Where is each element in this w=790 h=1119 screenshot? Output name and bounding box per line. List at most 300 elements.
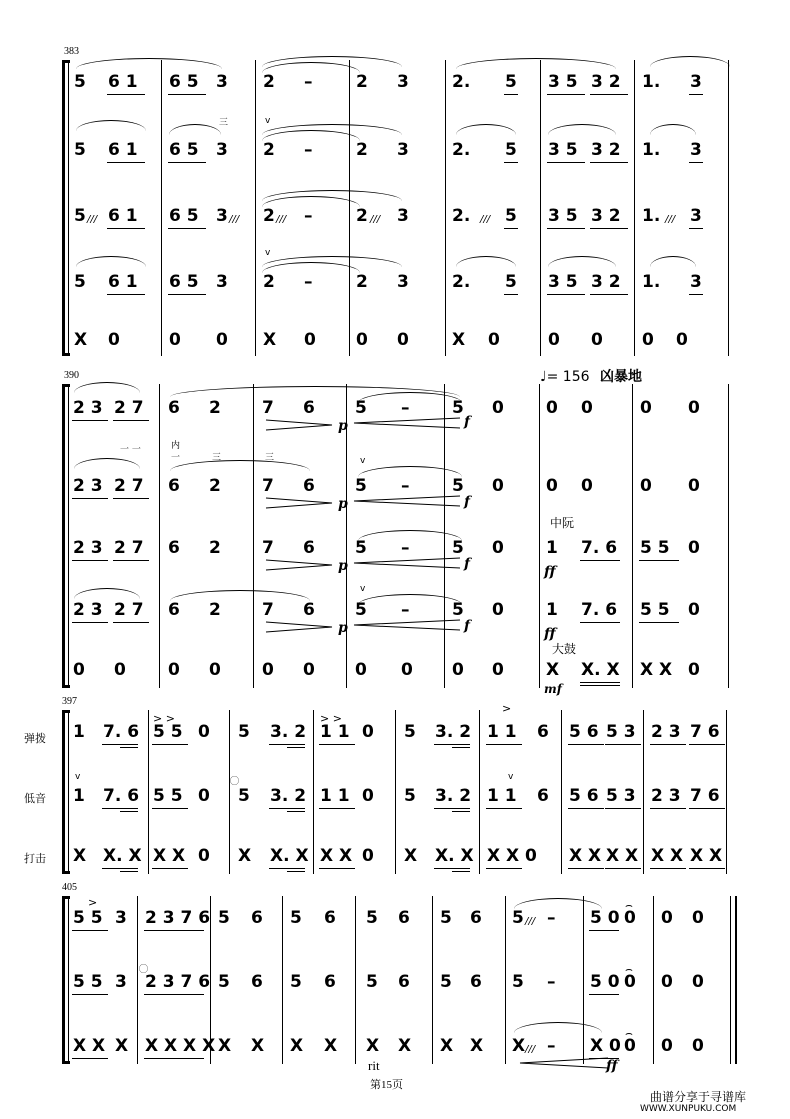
note: 7 xyxy=(262,600,274,620)
underline xyxy=(650,868,686,869)
note: 0 xyxy=(216,330,228,350)
tremolo-mark: /// xyxy=(87,214,98,225)
underline xyxy=(287,811,305,812)
note: 5 xyxy=(238,786,250,806)
note: 0 xyxy=(492,600,504,620)
underline xyxy=(72,498,108,499)
note: X xyxy=(546,660,560,680)
note: 5 xyxy=(366,908,378,928)
note: 1 xyxy=(73,722,85,742)
note: 5 xyxy=(505,272,517,292)
accent-mark: > xyxy=(502,702,512,715)
note: 2 3 xyxy=(73,398,103,418)
note: X. X xyxy=(435,846,474,866)
page-number: 第15页 xyxy=(370,1079,403,1091)
underline xyxy=(319,868,355,869)
hairpin xyxy=(266,418,336,432)
underline xyxy=(144,1058,204,1059)
note: 6 xyxy=(470,908,482,928)
note: 2 xyxy=(263,140,275,160)
note: 5 6 xyxy=(569,786,599,806)
note: 2 xyxy=(209,538,221,558)
note: 6 xyxy=(251,972,263,992)
note: 7 xyxy=(262,538,274,558)
note: X xyxy=(263,330,277,350)
staff-row-percussion xyxy=(0,1036,790,1060)
note: 6 1 xyxy=(108,72,138,92)
underline xyxy=(269,868,305,869)
note: 5 xyxy=(355,538,367,558)
note: 1 xyxy=(546,600,558,620)
underline xyxy=(504,228,518,229)
note: – xyxy=(547,908,556,928)
underline xyxy=(504,294,518,295)
note: 3 xyxy=(216,72,228,92)
note: 3 xyxy=(115,972,127,992)
underline xyxy=(580,682,620,683)
note: 0 xyxy=(169,330,181,350)
note: 0 xyxy=(581,398,593,418)
dynamic-p: p xyxy=(338,558,348,574)
note: 0 xyxy=(581,476,593,496)
note: – xyxy=(304,140,313,160)
note: X xyxy=(74,330,88,350)
note: 0 xyxy=(73,660,85,680)
fingering-mark: 三 xyxy=(212,453,222,463)
note: 1 1 xyxy=(487,786,517,806)
note: 6 xyxy=(303,398,315,418)
underline xyxy=(689,162,703,163)
note: 0 xyxy=(688,398,700,418)
note: 0 xyxy=(304,330,316,350)
note: 1. xyxy=(642,140,661,160)
note: X X xyxy=(73,1036,106,1056)
slur xyxy=(74,588,140,599)
note: 3 xyxy=(690,140,702,160)
underline xyxy=(152,808,188,809)
note: 5 5 xyxy=(640,600,670,620)
note: 5 6 xyxy=(569,722,599,742)
tremolo-mark: /// xyxy=(276,214,287,225)
note: 3 5 xyxy=(548,272,578,292)
note: 2. xyxy=(452,72,471,92)
note: 5 xyxy=(218,908,230,928)
note: X X X X xyxy=(145,1036,216,1056)
underline xyxy=(152,744,188,745)
note: X. X xyxy=(581,660,620,680)
dynamic-p: p xyxy=(338,620,348,636)
underline xyxy=(486,868,522,869)
note: 7 xyxy=(262,476,274,496)
underline xyxy=(72,930,108,931)
note: 1. xyxy=(642,272,661,292)
note: 2. xyxy=(452,140,471,160)
note: 3 xyxy=(397,140,409,160)
note: 3 5 xyxy=(548,140,578,160)
technique-label: 内 xyxy=(171,441,181,451)
note: 6 5 xyxy=(169,72,199,92)
underline xyxy=(689,228,703,229)
note: 6 5 xyxy=(169,272,199,292)
note: 3 xyxy=(690,72,702,92)
slur xyxy=(548,256,616,267)
note: 3 xyxy=(216,206,228,226)
note: 6 xyxy=(251,908,263,928)
note: X xyxy=(73,846,87,866)
note: 6 1 xyxy=(108,272,138,292)
note: 6 xyxy=(324,908,336,928)
underline xyxy=(590,94,628,95)
note: 0 xyxy=(209,660,221,680)
underline xyxy=(102,744,138,745)
underline xyxy=(689,744,725,745)
note: 0 xyxy=(303,660,315,680)
note: X X xyxy=(153,846,186,866)
staff-row-percussion xyxy=(0,846,790,870)
note: 0 xyxy=(198,722,210,742)
hairpin xyxy=(352,416,462,430)
underline xyxy=(589,930,619,931)
note: 0 xyxy=(688,600,700,620)
note: 3. 2 xyxy=(270,722,307,742)
underline xyxy=(113,420,149,421)
note: 7. 6 xyxy=(103,786,140,806)
underline xyxy=(434,868,470,869)
underline xyxy=(590,294,628,295)
instrument-label: 中阮 xyxy=(550,516,575,530)
note: 1 1 xyxy=(320,786,350,806)
note: 5 xyxy=(404,786,416,806)
underline xyxy=(120,811,138,812)
underline xyxy=(639,560,679,561)
bow-mark: v xyxy=(75,772,81,782)
staff-row-4 xyxy=(0,272,790,296)
measure-number: 397 xyxy=(62,696,77,707)
note: 2. xyxy=(452,206,471,226)
tremolo-mark: /// xyxy=(229,214,240,225)
note: 0 xyxy=(198,786,210,806)
note: 0 xyxy=(198,846,210,866)
underline xyxy=(452,811,470,812)
underline xyxy=(107,294,145,295)
note: 6 1 xyxy=(108,140,138,160)
note: 2 3 xyxy=(651,786,681,806)
underline xyxy=(504,162,518,163)
underline xyxy=(144,994,204,995)
barline xyxy=(159,384,160,688)
bow-mark: v xyxy=(265,248,271,258)
slur xyxy=(76,256,146,267)
note: 0 xyxy=(546,398,558,418)
note: X xyxy=(324,1036,338,1056)
accent-mark: > > xyxy=(153,712,175,725)
underline xyxy=(547,94,585,95)
note: 0 xyxy=(661,1036,673,1056)
note: 5 xyxy=(74,206,86,226)
slur xyxy=(456,58,616,69)
underline xyxy=(72,1058,108,1059)
note: X X xyxy=(640,660,673,680)
note: X xyxy=(404,846,418,866)
note: – xyxy=(547,972,556,992)
note: 2. xyxy=(452,272,471,292)
note: 0 xyxy=(492,476,504,496)
accent-mark: > > xyxy=(320,712,342,725)
underline xyxy=(590,228,628,229)
note: – xyxy=(401,476,410,496)
hairpin xyxy=(352,618,462,632)
note: 5 xyxy=(218,972,230,992)
note: 1 xyxy=(546,538,558,558)
underline xyxy=(486,808,522,809)
underline xyxy=(452,747,470,748)
underline xyxy=(605,808,641,809)
note: 5 xyxy=(505,206,517,226)
note: 0 xyxy=(688,538,700,558)
note: 2 xyxy=(209,398,221,418)
dynamic-ff: ff xyxy=(544,626,556,642)
note: – xyxy=(547,1036,556,1056)
note: 3. 2 xyxy=(435,722,472,742)
note: 5 5 xyxy=(73,908,103,928)
underline xyxy=(434,744,470,745)
note: X xyxy=(512,1036,526,1056)
dynamic-f: f xyxy=(464,494,471,510)
underline xyxy=(72,560,108,561)
note: 5 5 xyxy=(640,538,670,558)
note: 0 xyxy=(108,330,120,350)
note: 0 xyxy=(676,330,688,350)
bow-mark: v xyxy=(508,772,514,782)
note: 5 0 xyxy=(590,908,620,928)
note: 5 xyxy=(505,72,517,92)
note: X X xyxy=(651,846,684,866)
note: 6 xyxy=(168,600,180,620)
note: 1. xyxy=(642,72,661,92)
note: 0 xyxy=(401,660,413,680)
hairpin xyxy=(266,496,336,510)
underline xyxy=(434,808,470,809)
underline xyxy=(452,871,470,872)
note: 1. xyxy=(642,206,661,226)
note: – xyxy=(304,72,313,92)
note: 6 xyxy=(537,722,549,742)
note: 0 xyxy=(640,476,652,496)
note: 0 xyxy=(492,398,504,418)
note: 2 3 xyxy=(73,538,103,558)
fingering-mark: 三 xyxy=(219,118,229,128)
note: 3 xyxy=(216,140,228,160)
bow-mark: v xyxy=(360,584,366,594)
note: 5 xyxy=(355,398,367,418)
underline xyxy=(168,228,206,229)
underline xyxy=(547,294,585,295)
note: X X xyxy=(606,846,639,866)
note: 0 xyxy=(397,330,409,350)
note: 2 xyxy=(263,206,275,226)
note: X xyxy=(366,1036,380,1056)
staff-row-percussion xyxy=(0,330,790,354)
note: 3. 2 xyxy=(435,786,472,806)
rit-marking: rit xyxy=(368,1058,380,1073)
underline xyxy=(107,162,145,163)
note: 6 xyxy=(168,398,180,418)
note: 6 xyxy=(168,538,180,558)
note: X xyxy=(452,330,466,350)
note: 3 5 xyxy=(548,72,578,92)
note: 5 xyxy=(366,972,378,992)
slur xyxy=(169,124,221,135)
dynamic-f: f xyxy=(464,556,471,572)
hairpin xyxy=(352,494,462,508)
note: 6 5 xyxy=(169,140,199,160)
underline xyxy=(568,808,604,809)
slur xyxy=(170,460,310,471)
measure-number: 405 xyxy=(62,882,77,893)
underline xyxy=(72,420,108,421)
barline xyxy=(253,384,254,688)
bow-mark: v xyxy=(360,456,366,466)
tempo-marking: ♩= 156 凶暴地 xyxy=(540,369,642,385)
note: 3 xyxy=(397,272,409,292)
note: X X xyxy=(487,846,520,866)
note: 0 xyxy=(692,1036,704,1056)
note: 0 xyxy=(525,846,537,866)
note: 3 xyxy=(115,908,127,928)
note: – xyxy=(401,398,410,418)
note: 5 xyxy=(452,538,464,558)
note: 3 xyxy=(690,272,702,292)
underline xyxy=(102,868,138,869)
note: 2 7 xyxy=(114,600,144,620)
fingering-mark: 一 一 xyxy=(120,445,141,455)
note: 0 xyxy=(362,786,374,806)
note: 6 1 xyxy=(108,206,138,226)
note: 5 xyxy=(512,908,524,928)
note: X. X xyxy=(103,846,142,866)
note: 5 xyxy=(452,398,464,418)
note: 6 xyxy=(303,538,315,558)
note: X. X xyxy=(270,846,309,866)
underline xyxy=(580,622,620,623)
underline xyxy=(168,94,206,95)
note: 5 xyxy=(512,972,524,992)
part-label: 打击 xyxy=(24,852,46,865)
watermark-site: WWW.XUNPUKU.COM xyxy=(640,1104,737,1114)
note: 5 5 xyxy=(73,972,103,992)
note: 6 5 xyxy=(169,206,199,226)
underline xyxy=(168,294,206,295)
underline xyxy=(504,94,518,95)
note: 6 xyxy=(398,972,410,992)
staff-row-3 xyxy=(0,206,790,230)
underline xyxy=(689,294,703,295)
underline xyxy=(580,560,620,561)
underline xyxy=(605,744,641,745)
underline xyxy=(269,808,305,809)
note: X xyxy=(398,1036,412,1056)
note: 7 6 xyxy=(690,722,720,742)
underline xyxy=(102,808,138,809)
note: – xyxy=(304,206,313,226)
note: 1 1 xyxy=(487,722,517,742)
note: 2 7 xyxy=(114,398,144,418)
note: 3 2 xyxy=(591,72,621,92)
dynamic-p: p xyxy=(338,418,348,434)
hairpin xyxy=(266,558,336,572)
instrument-label: 大鼓 xyxy=(552,642,577,656)
tremolo-mark: /// xyxy=(525,916,536,927)
underline xyxy=(113,498,149,499)
underline xyxy=(72,622,108,623)
note: 6 xyxy=(168,476,180,496)
note: 2 xyxy=(263,272,275,292)
hairpin xyxy=(266,620,336,634)
tempo-value: = 156 xyxy=(546,369,590,385)
note: 3 xyxy=(397,72,409,92)
underline xyxy=(107,94,145,95)
note: 5 xyxy=(452,476,464,496)
underline xyxy=(120,871,138,872)
note: 5 xyxy=(238,722,250,742)
underline xyxy=(107,228,145,229)
note: 5 xyxy=(440,972,452,992)
staff-row-1 xyxy=(0,908,790,932)
note: 6 xyxy=(470,972,482,992)
underline xyxy=(689,94,703,95)
underline xyxy=(689,808,725,809)
expression-text: 凶暴地 xyxy=(599,369,642,385)
hairpin xyxy=(352,556,462,570)
note: 3 xyxy=(397,206,409,226)
note: 7. 6 xyxy=(581,600,618,620)
note: 3 2 xyxy=(591,206,621,226)
underline xyxy=(152,868,188,869)
note: 0 xyxy=(114,660,126,680)
underline xyxy=(568,868,604,869)
note: 5 xyxy=(290,972,302,992)
note: 2 xyxy=(356,72,368,92)
fermata-icon: ⌢ xyxy=(625,898,633,912)
measure-number: 383 xyxy=(64,46,79,57)
note: 3 5 xyxy=(548,206,578,226)
note: 2 xyxy=(356,140,368,160)
note: 5 xyxy=(74,272,86,292)
note: X X xyxy=(569,846,602,866)
note: 0 xyxy=(546,476,558,496)
underline xyxy=(319,808,355,809)
note: 2 7 xyxy=(114,538,144,558)
note: 0 xyxy=(262,660,274,680)
note: 7. 6 xyxy=(581,538,618,558)
underline xyxy=(287,747,305,748)
underline xyxy=(269,744,305,745)
note: 2 7 xyxy=(114,476,144,496)
note: 2 xyxy=(209,476,221,496)
note: 0 xyxy=(692,908,704,928)
slur xyxy=(74,382,140,393)
tremolo-mark: /// xyxy=(370,214,381,225)
note: X xyxy=(218,1036,232,1056)
note: 6 xyxy=(537,786,549,806)
note: 0 xyxy=(661,908,673,928)
underline xyxy=(547,162,585,163)
slur xyxy=(76,120,146,131)
note: X xyxy=(290,1036,304,1056)
dynamic-f: f xyxy=(464,414,471,430)
note: 2 3 7 6 xyxy=(145,908,211,928)
note: 0 xyxy=(688,476,700,496)
